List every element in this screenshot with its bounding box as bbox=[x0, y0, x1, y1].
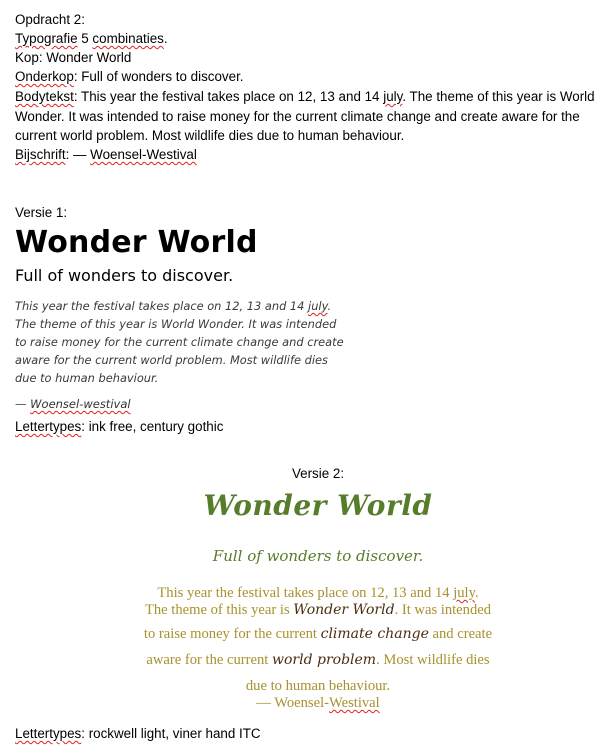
version2-fonts-text: : rockwell light, viner hand ITC bbox=[81, 726, 261, 741]
bijschrift-label: Bijschrift bbox=[15, 147, 66, 162]
onderkop-text: : Full of wonders to discover. bbox=[73, 69, 244, 84]
version2-body-line-4 bbox=[0, 652, 606, 669]
version2-l3b: climate change bbox=[320, 626, 429, 642]
kop-line: Kop: Wonder World bbox=[15, 50, 132, 65]
bodytekst-july: july bbox=[383, 89, 403, 104]
version2-body-line-1: This year the festival takes place on 12, 13 and 14 july. bbox=[157, 585, 479, 601]
version2-title: Wonder World bbox=[203, 489, 433, 522]
version2-body-line-3 bbox=[0, 626, 606, 643]
version2-body-line-5: due to human behaviour. bbox=[245, 678, 391, 694]
version2-body-line-2 bbox=[0, 602, 606, 619]
version1-caption-name: Woensel-westival bbox=[30, 397, 131, 411]
version2-l2c: . It was intended bbox=[394, 602, 492, 618]
version2-l2a: The theme of this year is bbox=[144, 602, 294, 618]
version2-l4b: world problem bbox=[272, 652, 377, 668]
bodytekst-paragraph bbox=[15, 87, 605, 146]
onderkop-line bbox=[15, 67, 244, 86]
bijschrift-text: : — bbox=[65, 147, 91, 162]
version1-caption-dash: — bbox=[15, 397, 31, 411]
version2-l4c: . Most wildlife dies bbox=[376, 652, 490, 668]
bodytekst-text-a: : This year the festival takes place on 12, 13 and 14 bbox=[73, 89, 384, 104]
version2-subtitle: Full of wonders to discover. bbox=[212, 547, 424, 565]
version1-body-line-5: due to human behaviour. bbox=[15, 371, 159, 385]
version1-fonts-label: Lettertypes bbox=[15, 419, 82, 434]
version1-body bbox=[15, 297, 350, 387]
bodytekst-text-b: . The theme of this year is World Wonder. It was intended to raise money for the current climate change and create aware for the current world problem. Most wildlife dies due to human behaviour. bbox=[15, 89, 595, 143]
typografie-end: . bbox=[163, 31, 168, 46]
version1-title: Wonder World bbox=[15, 225, 258, 260]
version1-body-line-2: The theme of this year is World Wonder. It was intended bbox=[15, 317, 337, 331]
bodytekst-label: Bodytekst bbox=[15, 89, 74, 104]
version1-fonts-text: : ink free, century gothic bbox=[81, 419, 224, 434]
version1-body-line-1: This year the festival takes place on 12, 13 and 14 july. bbox=[15, 299, 332, 313]
version1-fonts bbox=[15, 417, 223, 436]
version2-label: Versie 2: bbox=[291, 466, 345, 481]
version1-body-line-4: aware for the current world problem. Most wildlife dies bbox=[15, 353, 328, 367]
version2-caption: — Woensel-Westival bbox=[256, 695, 380, 711]
version1-label: Versie 1: bbox=[15, 205, 68, 220]
version1-subtitle: Full of wonders to discover. bbox=[15, 266, 234, 285]
version1-body-line-3: to raise money for the current climate change and create bbox=[15, 335, 344, 349]
version2-fonts-label: Lettertypes bbox=[15, 726, 82, 741]
version1-july: july bbox=[308, 299, 328, 313]
version2-l2b: Wonder World bbox=[293, 602, 395, 618]
version2-fonts bbox=[15, 724, 261, 743]
version2-l3a: to raise money for the current bbox=[143, 626, 321, 642]
onderkop-label: Onderkop bbox=[15, 69, 74, 84]
bijschrift-name: Woensel-Westival bbox=[90, 147, 197, 162]
assignment-title: Opdracht 2: bbox=[15, 12, 85, 27]
bijschrift-line bbox=[15, 145, 197, 164]
version2-l4a: aware for the current bbox=[146, 652, 272, 668]
typografie-line bbox=[15, 29, 168, 48]
typografie-count: 5 bbox=[77, 31, 93, 46]
version2-l3c: and create bbox=[428, 626, 493, 642]
combinaties-word: combinaties bbox=[92, 31, 164, 46]
typografie-label: Typografie bbox=[15, 31, 78, 46]
version1-caption bbox=[15, 397, 131, 411]
